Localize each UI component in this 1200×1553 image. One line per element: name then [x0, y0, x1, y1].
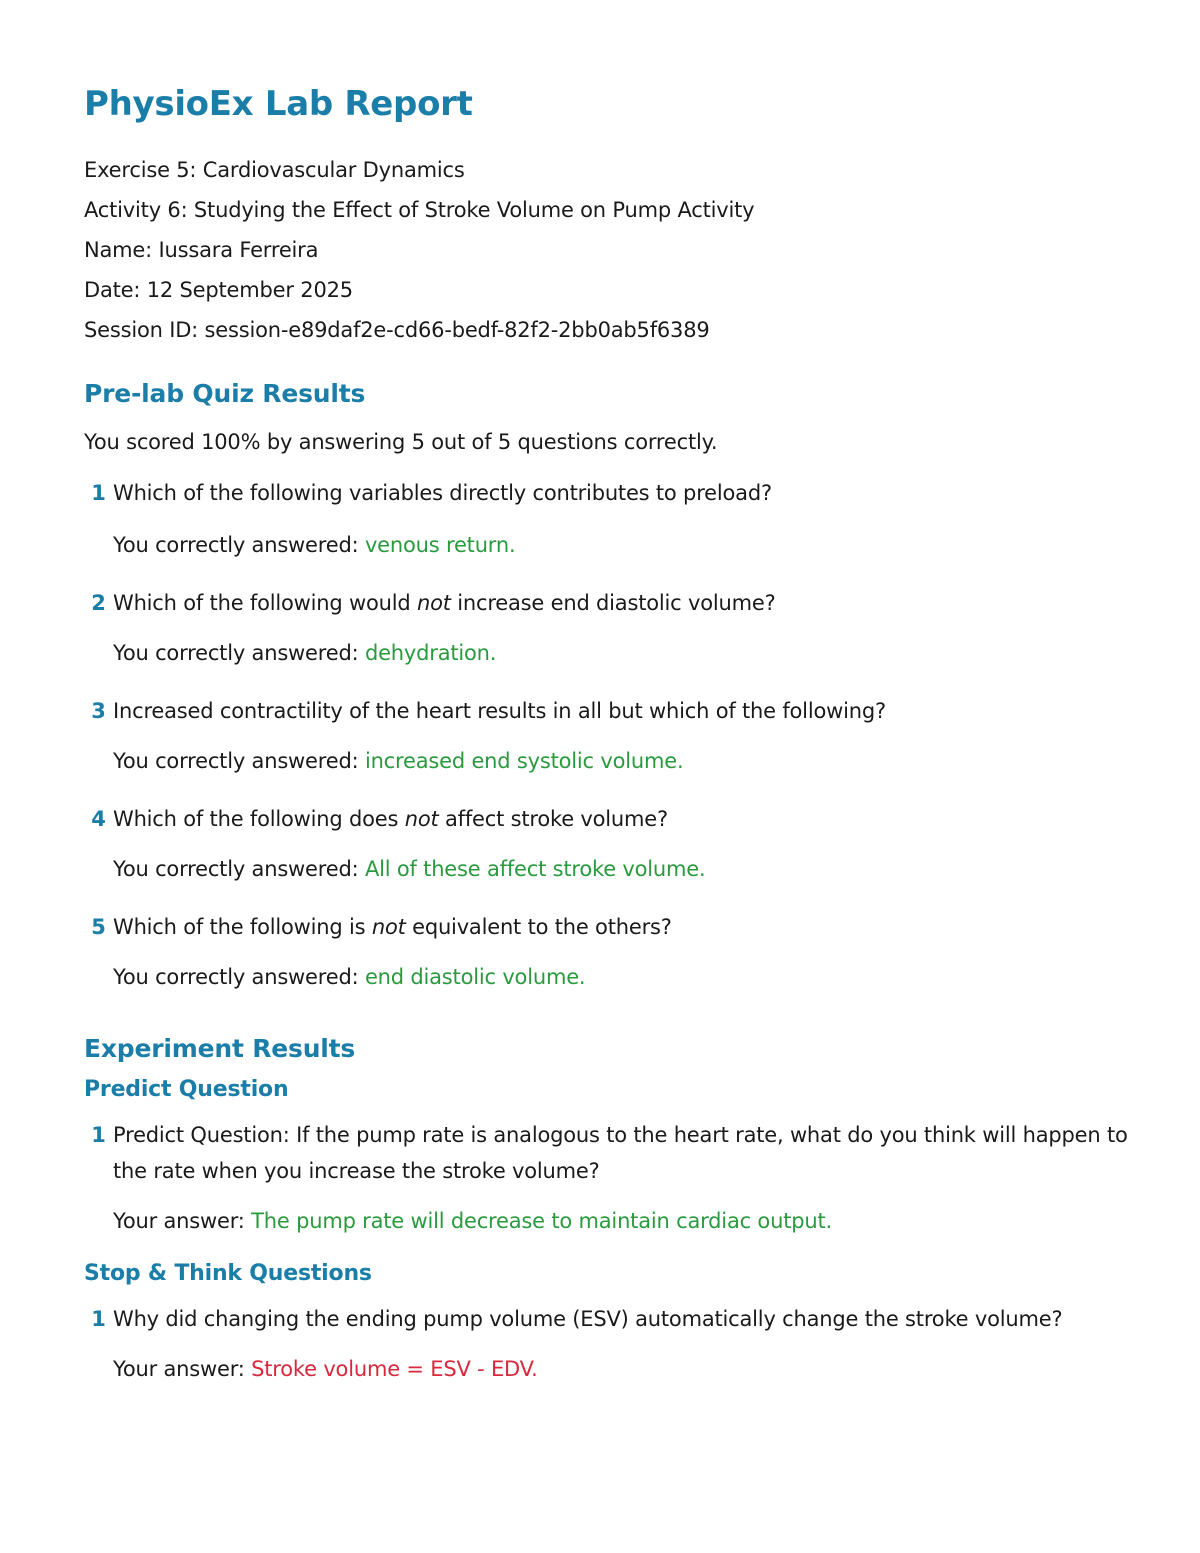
predict-heading: Predict Question	[84, 1077, 289, 1102]
question-text	[113, 801, 668, 837]
predict-answer	[113, 1205, 1134, 1237]
question-text	[113, 909, 672, 945]
question-number: 5	[91, 915, 106, 939]
correct-answer: All of these affect stroke volume.	[364, 857, 706, 881]
prelab-question	[84, 693, 1134, 729]
question-text-part: increase end diastolic volume?	[450, 591, 776, 615]
answer-prefix: Your answer:	[113, 1357, 252, 1381]
stop-think-answer	[113, 1353, 1134, 1385]
question-emphasis: not	[371, 915, 406, 939]
prelab-question	[84, 909, 1134, 945]
question-number: 1	[91, 1307, 106, 1331]
question-text-part: Which of the following is	[113, 915, 372, 939]
question-text: Why did changing the ending pump volume (ESV) automatically change the stroke volume?	[113, 1307, 1063, 1331]
question-text-part: Which of the following does	[113, 807, 405, 831]
question-emphasis: not	[404, 807, 439, 831]
report-date: Date: 12 September 2025	[84, 278, 353, 302]
prelab-score: You scored 100% by answering 5 out of 5 questions correctly.	[84, 430, 718, 454]
question-text: Predict Question: If the pump rate is analogous to the heart rate, what do you think will happen to the rate when you increase the stroke volume?	[113, 1123, 1128, 1183]
prelab-answer	[113, 853, 1134, 885]
prelab-question	[84, 475, 1134, 511]
prelab-question	[84, 585, 1134, 621]
answer-prefix: You correctly answered:	[113, 857, 365, 881]
question-text-part: Which of the following would	[113, 591, 417, 615]
question-number: 3	[91, 699, 106, 723]
correct-answer: The pump rate will decrease to maintain cardiac output.	[251, 1209, 832, 1233]
answer-prefix: You correctly answered:	[113, 641, 365, 665]
prelab-answer	[113, 637, 1134, 669]
correct-answer: venous return.	[364, 533, 516, 557]
question-emphasis: not	[416, 591, 451, 615]
answer-prefix: You correctly answered:	[113, 965, 365, 989]
question-text-part: affect stroke volume?	[438, 807, 668, 831]
answer-prefix: Your answer:	[113, 1209, 252, 1233]
stop-think-heading: Stop & Think Questions	[84, 1261, 372, 1286]
question-text-part: Increased contractility of the heart results in all but which of the following?	[113, 699, 886, 723]
session-id: Session ID: session-e89daf2e-cd66-bedf-82f2-2bb0ab5f6389	[84, 318, 710, 342]
student-name: Name: Iussara Ferreira	[84, 238, 319, 262]
prelab-heading: Pre-lab Quiz Results	[84, 379, 366, 408]
activity-line: Activity 6: Studying the Effect of Stroke Volume on Pump Activity	[84, 198, 755, 222]
question-text-part: equivalent to the others?	[405, 915, 672, 939]
incorrect-answer: Stroke volume = ESV - EDV.	[251, 1357, 538, 1381]
prelab-answer	[113, 745, 1134, 777]
predict-question	[84, 1117, 1134, 1189]
answer-prefix: You correctly answered:	[113, 533, 365, 557]
correct-answer: end diastolic volume.	[364, 965, 586, 989]
question-text-part: Which of the following variables directly contributes to preload?	[113, 481, 772, 505]
prelab-answer	[113, 529, 1134, 561]
prelab-question	[84, 801, 1134, 837]
question-text	[113, 585, 776, 621]
question-number: 2	[91, 591, 106, 615]
question-text	[113, 475, 772, 511]
answer-prefix: You correctly answered:	[113, 749, 365, 773]
report-title: PhysioEx Lab Report	[84, 84, 473, 124]
experiment-heading: Experiment Results	[84, 1034, 356, 1063]
correct-answer: increased end systolic volume.	[364, 749, 684, 773]
question-number: 4	[91, 807, 106, 831]
question-number: 1	[91, 1123, 106, 1147]
question-text	[113, 693, 886, 729]
stop-think-question	[84, 1301, 1134, 1337]
prelab-answer	[113, 961, 1134, 993]
exercise-line: Exercise 5: Cardiovascular Dynamics	[84, 158, 465, 182]
correct-answer: dehydration.	[364, 641, 497, 665]
lab-report-page	[84, 80, 1134, 1385]
question-number: 1	[91, 481, 106, 505]
